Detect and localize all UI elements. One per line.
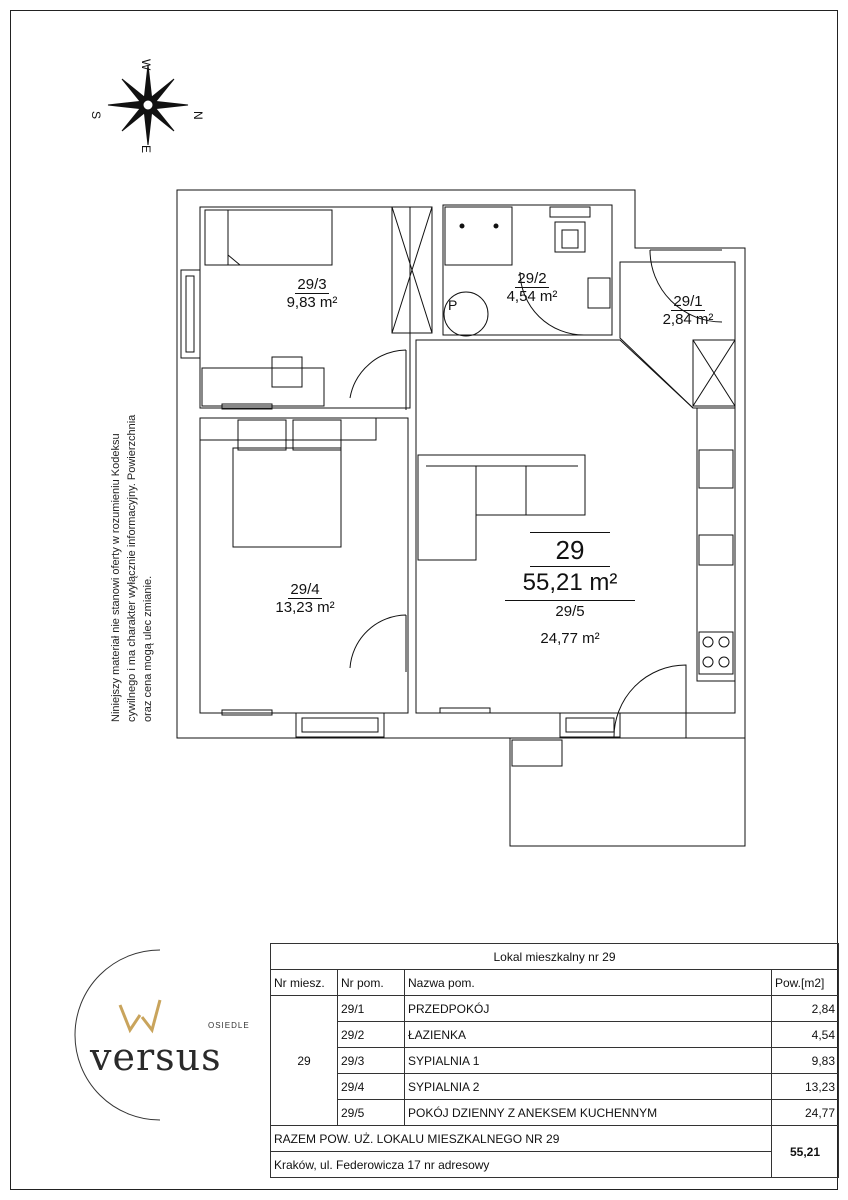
table-title: Lokal mieszkalny nr 29	[271, 944, 839, 970]
desk	[202, 368, 324, 406]
apartment-total-area: 55,21 m²	[505, 569, 635, 601]
room-label-29-4: 29/4 13,23 m²	[275, 581, 335, 616]
apartment-no: 29	[271, 996, 338, 1126]
outer-wall	[177, 190, 745, 738]
row-name: SYPIALNIA 1	[405, 1048, 772, 1074]
row-area: 13,23	[772, 1074, 839, 1100]
compass-rose-icon	[108, 65, 188, 145]
compass-w: W	[139, 59, 153, 71]
room-table	[270, 943, 839, 1178]
header-room: Nr pom.	[338, 970, 405, 996]
table-row	[271, 1022, 839, 1048]
window-living	[560, 713, 620, 737]
total-value: 55,21	[772, 1126, 839, 1178]
window-bed2	[296, 713, 384, 737]
row-name: PRZEDPOKÓJ	[405, 996, 772, 1022]
wall-hall	[620, 262, 735, 408]
row-room: 29/2	[338, 1022, 405, 1048]
balcony	[510, 738, 745, 846]
address: Kraków, ul. Federowicza 17 nr adresowy	[271, 1152, 772, 1178]
sink	[699, 535, 733, 565]
row-area: 2,84	[772, 996, 839, 1022]
row-area: 9,83	[772, 1048, 839, 1074]
row-name: SYPIALNIA 2	[405, 1074, 772, 1100]
row-room: 29/4	[338, 1074, 405, 1100]
bed-single	[205, 210, 332, 265]
window-left	[181, 270, 200, 358]
disclaimer-line-2: cywilnego i ma charakter wyłącznie informacyjny. Powierzchnia	[126, 414, 138, 722]
room-code-29-5: 29/5	[555, 603, 585, 620]
row-room: 29/3	[338, 1048, 405, 1074]
table-row	[271, 1048, 839, 1074]
apartment-summary	[505, 532, 635, 647]
bath-symbol: P	[448, 297, 458, 313]
row-area: 4,54	[772, 1022, 839, 1048]
header-apartment: Nr miesz.	[271, 970, 338, 996]
row-room: 29/5	[338, 1100, 405, 1126]
disclaimer-line-1: Niniejszy materiał nie stanowi oferty w rozumieniu Kodeksu	[110, 433, 122, 722]
row-name: ŁAZIENKA	[405, 1022, 772, 1048]
disclaimer	[108, 302, 156, 722]
shower	[445, 207, 512, 265]
logo	[60, 945, 260, 1125]
wall-bed2	[200, 418, 408, 713]
room-label-29-2: 29/2 4,54 m²	[506, 270, 558, 305]
total-label: RAZEM POW. UŻ. LOKALU MIESZKALNEGO NR 29	[271, 1126, 772, 1152]
table-row	[271, 996, 839, 1022]
apartment-number: 29	[530, 532, 610, 567]
disclaimer-line-3: oraz cena mogą ulec zmianie.	[142, 575, 154, 722]
room-area-29-5: 24,77 m²	[540, 630, 600, 647]
room-label-29-1: 29/1 2,84 m²	[662, 293, 714, 328]
wall-living	[416, 340, 735, 713]
compass-n: N	[191, 111, 205, 120]
room-label-29-3: 29/3 9,83 m²	[286, 276, 338, 311]
logo-osiedle: OSIEDLE	[208, 1021, 250, 1030]
table-row	[271, 1100, 839, 1126]
header-name: Nazwa pom.	[405, 970, 772, 996]
compass-s: S	[89, 111, 103, 120]
logo-brand: versus	[90, 1035, 222, 1079]
row-area: 24,77	[772, 1100, 839, 1126]
compass-e: E	[139, 145, 153, 154]
kitchen-counter	[697, 408, 735, 681]
bed-double	[233, 448, 341, 547]
table-row	[271, 1074, 839, 1100]
row-room: 29/1	[338, 996, 405, 1022]
row-name: POKÓJ DZIENNY Z ANEKSEM KUCHENNYM	[405, 1100, 772, 1126]
header-area: Pow.[m2]	[772, 970, 839, 996]
